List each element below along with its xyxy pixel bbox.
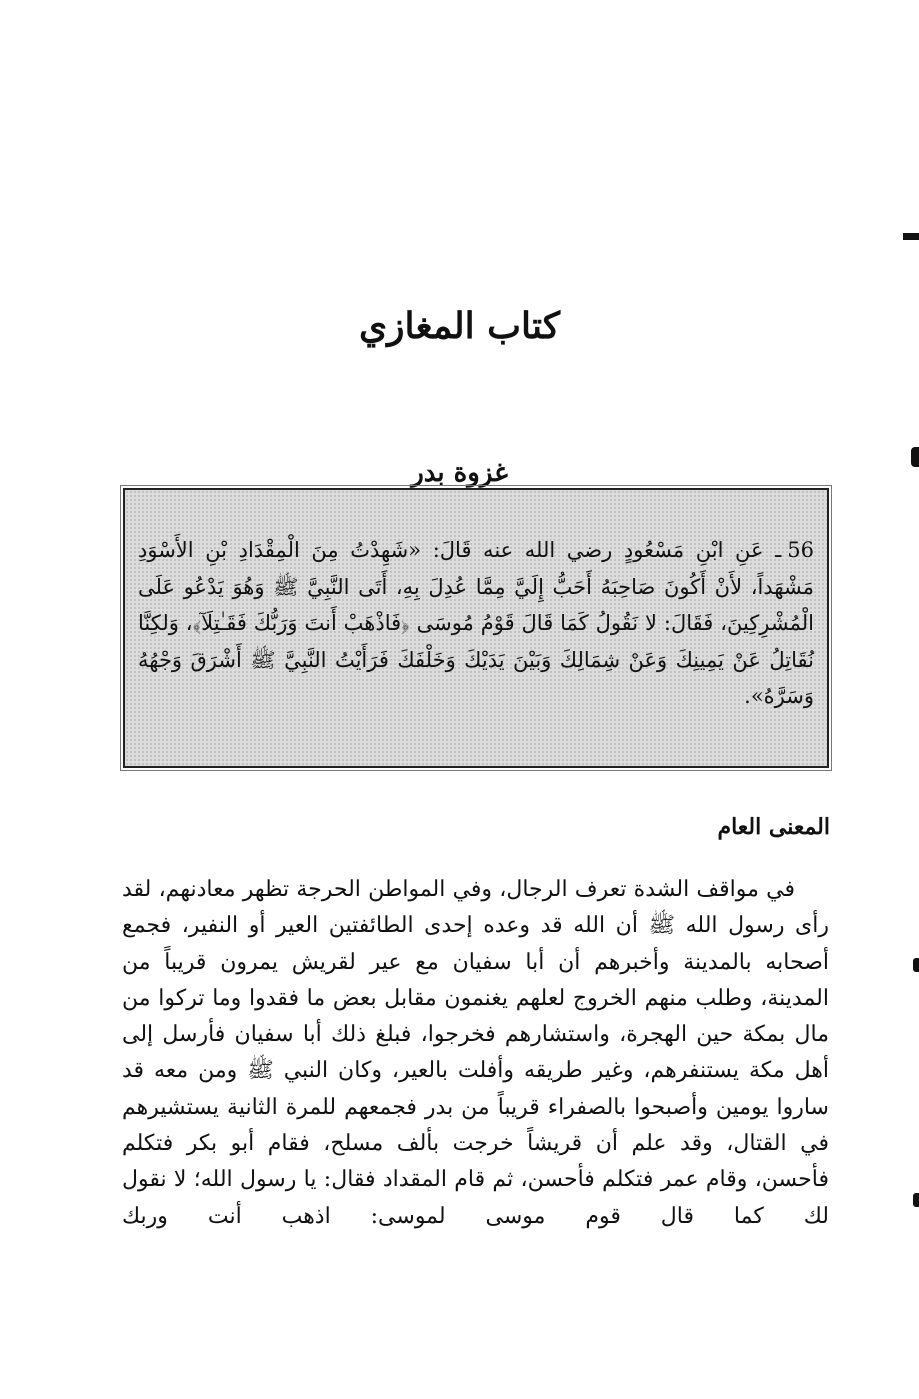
scan-edge-mark — [903, 233, 919, 240]
scan-edge-mark — [913, 958, 919, 972]
hadith-text: ـ عَنِ ابْنِ مَسْعُودٍ رضي الله عنه قَالَ: «شَهِدْتُ مِنَ الْمِقْدَادِ بْنِ الأَسْوَدِ مَشْهَداً، لأَنْ أَكُونَ صَاحِبَهُ أَحَبُّ إِلَيَّ مِمَّا عُدِلَ بِهِ، أَتَى النَّبِيَّ ﷺ وَهُوَ يَدْعُو عَلَى الْمُشْرِكِينَ، فَقَالَ: لا نَقُولُ كَمَا قَالَ قَوْمُ مُوسَى ﴿فَاذْهَبْ أَنتَ وَرَبُّكَ فَقَـٰتِلَآ﴾، وَلكِنَّا نُقَاتِلُ عَنْ يَمِينِكَ وَعَنْ شِمَالِكَ وَبَيْنَ يَدَيْكَ وَخَلْفَكَ فَرَأَيْتُ النَّبِيَّ ﷺ أَشْرَقَ وَجْهُهُ وَسَرَّهُ». — [138, 538, 814, 708]
scan-edge-mark — [913, 1193, 919, 1207]
book-title: كتاب المغازي — [358, 305, 561, 347]
hadith-text-block — [138, 532, 814, 715]
meaning-heading: المعنى العام — [717, 814, 830, 840]
section-title: غزوة بدر — [411, 458, 508, 488]
hadith-box — [123, 488, 829, 768]
hadith-number: 56 — [787, 538, 814, 562]
meaning-paragraph: في مواقف الشدة تعرف الرجال، وفي المواطن الحرجة تظهر معادنهم، لقد رأى رسول الله ﷺ أن الله قد وعده إحدى الطائفتين العير أو النفير، فجمع أصحابه بالمدينة وأخبرهم أن أبا سفيان مع عير لقريش يمرون قريباً من المدينة، وطلب منهم الخروج لعلهم يغنمون مقابل بعض ما فقدوا وما تركوا من مال بمكة حين الهجرة، واستشارهم فخرجوا، فبلغ ذلك أبا سفيان فأرسل إلى أهل مكة يستنفرهم، وغير طريقه وأفلت بالعير، وكان النبي ﷺ ومن معه قد ساروا يومين وأصبحوا بالصفراء قريباً من بدر فجمعهم للمرة الثانية يستشيرهم في القتال، وقد علم أن قريشاً خرجت بألف مسلح، فقام أبو بكر فتكلم فأحسن، وقام عمر فتكلم فأحسن، ثم قام المقداد فقال: يا رسول الله؛ لا نقول لك كما قال قوم موسى لموسى: اذهب أنت وربك — [122, 877, 829, 1229]
